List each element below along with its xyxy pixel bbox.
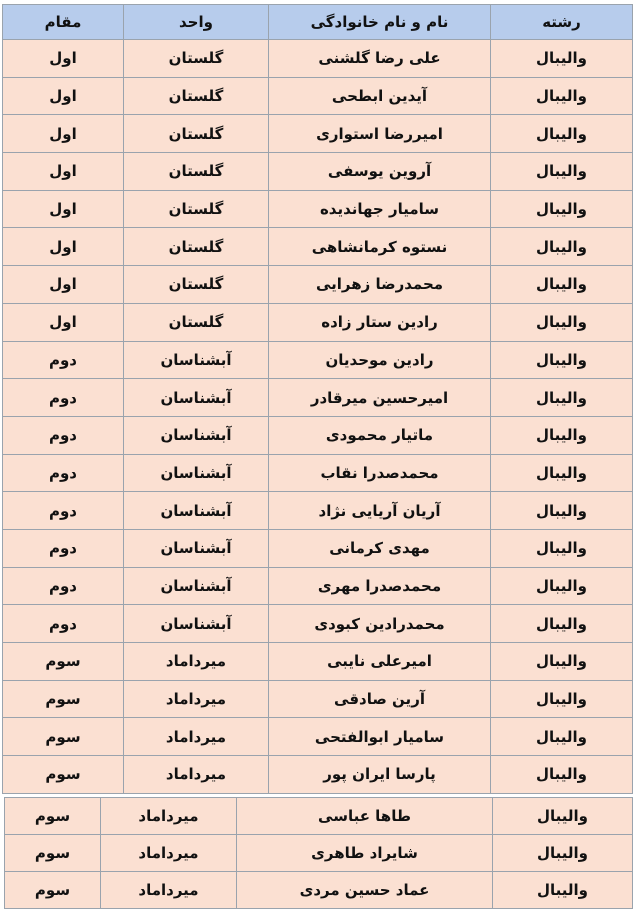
table-row [3, 228, 633, 266]
results-table [2, 4, 633, 794]
cell-name: آریان آریایی نژاد [269, 492, 491, 530]
table-row [3, 718, 633, 756]
table-row [3, 115, 633, 153]
cell-rank: دوم [3, 379, 124, 417]
cell-unit: گلستان [124, 266, 269, 304]
table-row [3, 680, 633, 718]
cell-rank: دوم [3, 416, 124, 454]
cell-rank: سوم [3, 643, 124, 681]
cell-rank: سوم [3, 756, 124, 794]
table-row [3, 77, 633, 115]
cell-rank: اول [3, 40, 124, 78]
cell-unit: گلستان [124, 40, 269, 78]
cell-unit: میرداماد [124, 680, 269, 718]
cell-rank: اول [3, 303, 124, 341]
cell-field: والیبال [493, 798, 633, 835]
cell-unit: آبشناسان [124, 492, 269, 530]
table-row [3, 303, 633, 341]
cell-unit: آبشناسان [124, 529, 269, 567]
cell-unit: گلستان [124, 190, 269, 228]
cell-rank: سوم [3, 718, 124, 756]
cell-rank: سوم [3, 680, 124, 718]
cell-name: پارسا ایران پور [269, 756, 491, 794]
cell-field: والیبال [491, 341, 633, 379]
cell-unit: میرداماد [101, 835, 237, 872]
cell-rank: دوم [3, 567, 124, 605]
cell-rank: اول [3, 228, 124, 266]
header-rank: مقام [3, 5, 124, 40]
table-row [3, 605, 633, 643]
cell-field: والیبال [491, 718, 633, 756]
cell-rank: اول [3, 266, 124, 304]
table-row [3, 416, 633, 454]
table-row [5, 798, 633, 835]
cell-rank: سوم [5, 798, 101, 835]
cell-field: والیبال [491, 643, 633, 681]
cell-rank: سوم [5, 872, 101, 909]
cell-field: والیبال [491, 680, 633, 718]
table-row [3, 190, 633, 228]
cell-name: عماد حسین مردی [237, 872, 493, 909]
cell-field: والیبال [491, 77, 633, 115]
cell-unit: گلستان [124, 228, 269, 266]
table-row [3, 454, 633, 492]
cell-unit: آبشناسان [124, 567, 269, 605]
cell-field: والیبال [491, 416, 633, 454]
cell-field: والیبال [491, 153, 633, 191]
cell-unit: آبشناسان [124, 416, 269, 454]
table-body [3, 40, 633, 794]
cell-rank: اول [3, 115, 124, 153]
table-row [3, 40, 633, 78]
cell-name: سامیار جهاندیده [269, 190, 491, 228]
table-row [3, 567, 633, 605]
table-row [3, 153, 633, 191]
cell-rank: دوم [3, 341, 124, 379]
cell-rank: اول [3, 77, 124, 115]
header-name: نام و نام خانوادگی [269, 5, 491, 40]
cell-name: علی رضا گلشنی [269, 40, 491, 78]
cell-unit: گلستان [124, 153, 269, 191]
cell-field: والیبال [491, 605, 633, 643]
table-row [3, 492, 633, 530]
table-row [3, 341, 633, 379]
cell-field: والیبال [491, 454, 633, 492]
extra-results-table [4, 797, 633, 909]
cell-rank: دوم [3, 529, 124, 567]
cell-field: والیبال [491, 303, 633, 341]
cell-rank: اول [3, 190, 124, 228]
cell-name: شایراد طاهری [237, 835, 493, 872]
header-field: رشته [491, 5, 633, 40]
table-row [3, 643, 633, 681]
cell-field: والیبال [491, 567, 633, 605]
cell-rank: سوم [5, 835, 101, 872]
table-row [3, 266, 633, 304]
cell-field: والیبال [491, 266, 633, 304]
cell-name: محمدرادین کبودی [269, 605, 491, 643]
cell-unit: میرداماد [124, 643, 269, 681]
cell-name: آروین یوسفی [269, 153, 491, 191]
cell-unit: میرداماد [101, 798, 237, 835]
cell-name: محمدصدرا مهری [269, 567, 491, 605]
cell-field: والیبال [491, 115, 633, 153]
table-row [3, 379, 633, 417]
cell-unit: گلستان [124, 303, 269, 341]
cell-unit: میرداماد [124, 756, 269, 794]
cell-name: محمدصدرا نقاب [269, 454, 491, 492]
cell-name: رادین موحدیان [269, 341, 491, 379]
cell-name: ماتیار محمودی [269, 416, 491, 454]
cell-rank: دوم [3, 492, 124, 530]
cell-rank: اول [3, 153, 124, 191]
cell-field: والیبال [493, 872, 633, 909]
table-row [3, 756, 633, 794]
cell-field: والیبال [493, 835, 633, 872]
cell-unit: آبشناسان [124, 341, 269, 379]
extra-table-body [5, 798, 633, 909]
cell-unit: گلستان [124, 77, 269, 115]
table-row [5, 872, 633, 909]
cell-rank: دوم [3, 605, 124, 643]
cell-field: والیبال [491, 40, 633, 78]
table-header-row [3, 5, 633, 40]
cell-unit: گلستان [124, 115, 269, 153]
header-unit: واحد [124, 5, 269, 40]
cell-field: والیبال [491, 492, 633, 530]
cell-field: والیبال [491, 228, 633, 266]
cell-field: والیبال [491, 379, 633, 417]
cell-unit: آبشناسان [124, 454, 269, 492]
cell-name: امیرحسین میرقادر [269, 379, 491, 417]
cell-name: سامیار ابوالفتحی [269, 718, 491, 756]
table-row [3, 529, 633, 567]
cell-name: آرین صادقی [269, 680, 491, 718]
cell-name: نستوه کرمانشاهی [269, 228, 491, 266]
cell-name: مهدی کرمانی [269, 529, 491, 567]
cell-unit: میرداماد [101, 872, 237, 909]
table-row [5, 835, 633, 872]
cell-name: امیررضا استواری [269, 115, 491, 153]
cell-unit: آبشناسان [124, 605, 269, 643]
cell-field: والیبال [491, 756, 633, 794]
cell-name: امیرعلی نایبی [269, 643, 491, 681]
cell-unit: میرداماد [124, 718, 269, 756]
cell-name: طاها عباسی [237, 798, 493, 835]
cell-field: والیبال [491, 529, 633, 567]
cell-name: رادین ستار زاده [269, 303, 491, 341]
cell-rank: دوم [3, 454, 124, 492]
cell-name: محمدرضا زهرایی [269, 266, 491, 304]
cell-name: آیدین ابطحی [269, 77, 491, 115]
cell-field: والیبال [491, 190, 633, 228]
cell-unit: آبشناسان [124, 379, 269, 417]
